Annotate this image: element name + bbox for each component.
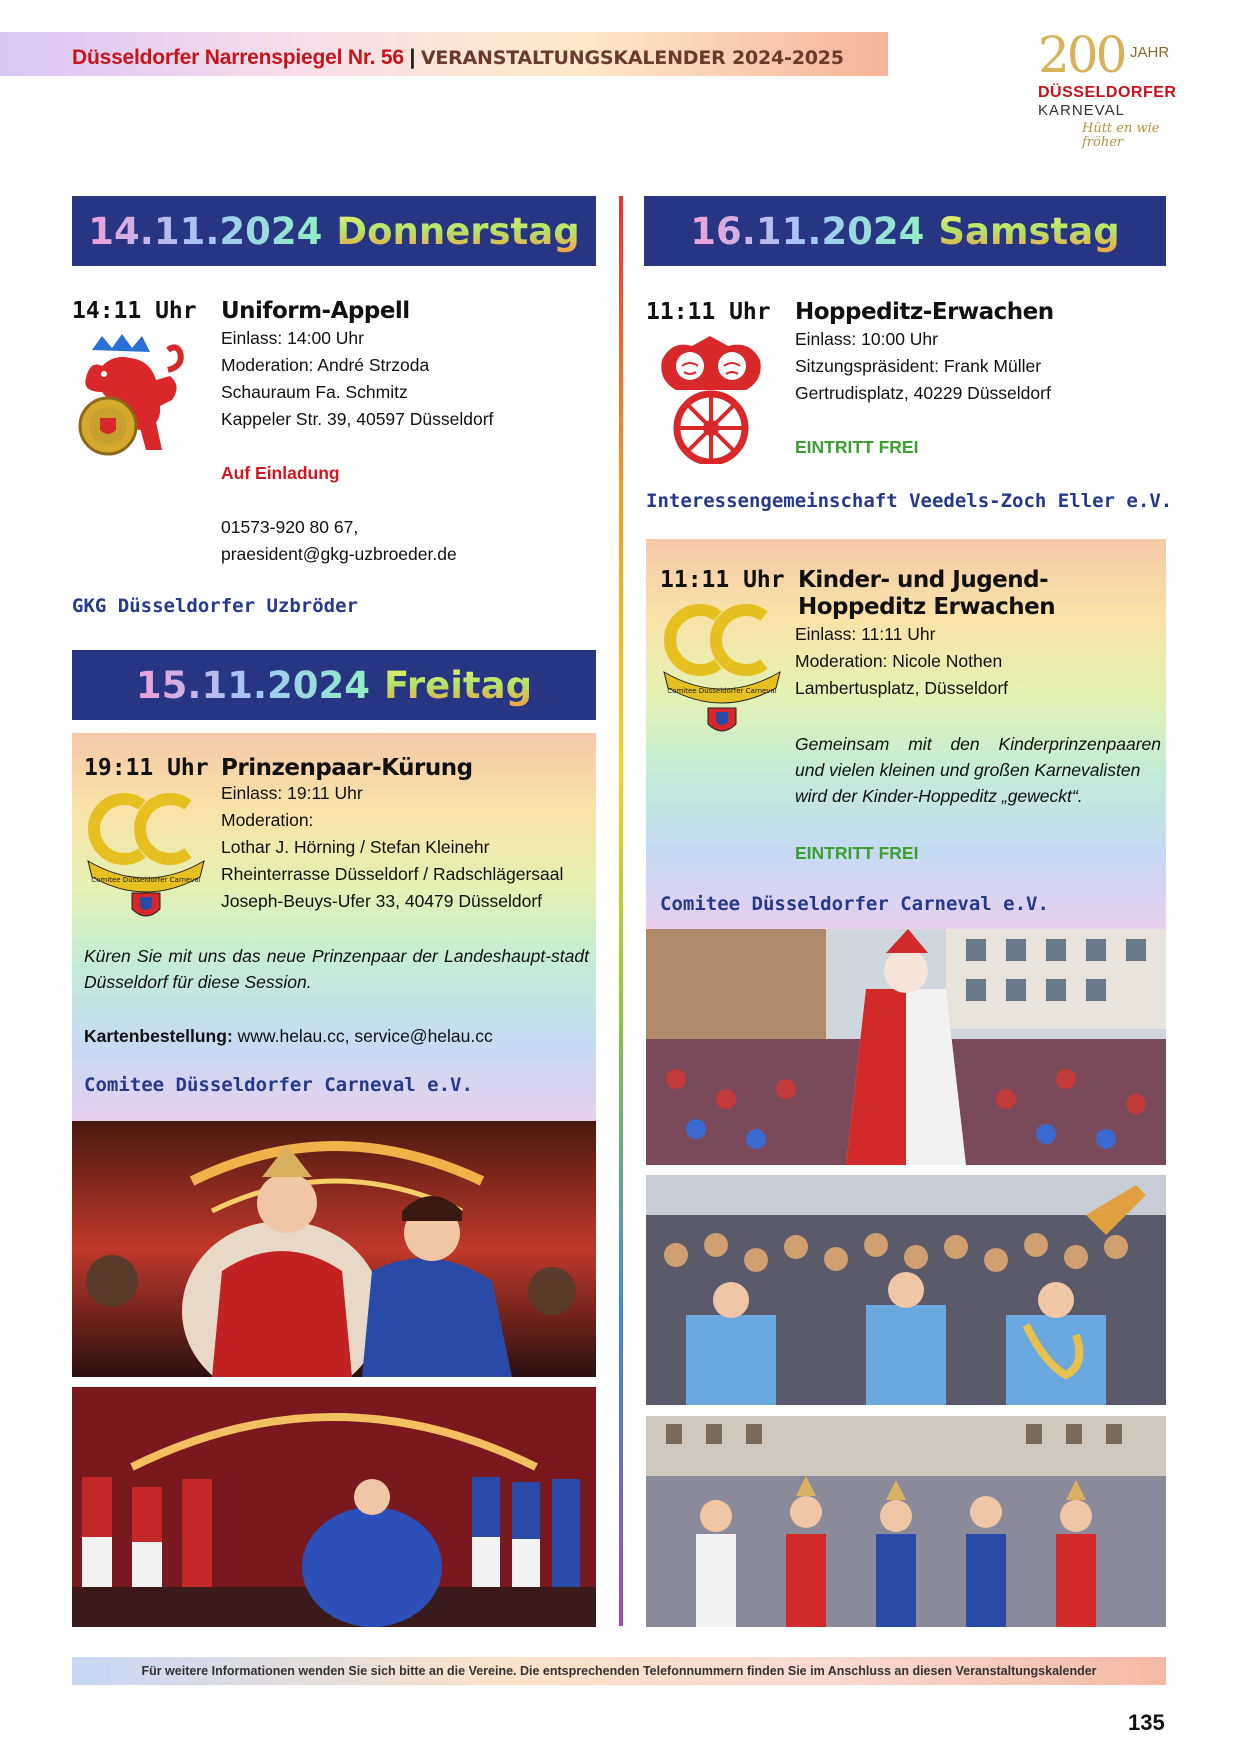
event-title-line1: Kinder- und Jugend- [798, 567, 1049, 593]
cc-logo-icon [660, 596, 784, 740]
anniversary-slogan: Hütt en wie fröher [1082, 121, 1160, 150]
event-title: Prinzenpaar-Kürung [221, 755, 473, 781]
detail-line: Moderation: [221, 810, 314, 830]
footer-note-bar [72, 1657, 1166, 1685]
date-text: 16.11.2024 [690, 209, 925, 253]
weekday-text: Samstag [938, 209, 1120, 253]
date-header-friday [72, 650, 596, 720]
ticket-info [84, 1026, 493, 1047]
event-description: Küren Sie mit uns das neue Prinzenpaar der Landeshaupt-stadt Düsseldorf für diese Session. [84, 946, 589, 992]
detail-line: Joseph-Beuys-Ufer 33, 40479 Düsseldorf [221, 891, 543, 911]
description-line: wird der Kinder-Hoppeditz „geweckt“. [795, 786, 1083, 806]
contact-email[interactable]: praesident@gkg-uzbroeder.de [221, 544, 457, 564]
detail-line: Einlass: 10:00 Uhr [795, 329, 938, 349]
event-time: 14:11 Uhr [72, 298, 197, 324]
header-separator: | [409, 46, 416, 69]
lion-crest-icon [72, 330, 190, 458]
detail-line: Moderation: Nicole Nothen [795, 651, 1003, 671]
anniversary-number: 200 [1038, 26, 1125, 84]
ticket-label: Kartenbestellung: [84, 1026, 233, 1046]
masks-wheel-icon [652, 330, 770, 464]
weekday-text: Donnerstag [336, 209, 580, 253]
cc-logo-text: Comitee Düsseldorfer Carneval [91, 876, 201, 884]
hoppeditz-crowd-photo [646, 929, 1166, 1165]
detail-line: Rheinterrasse Düsseldorf / Radschlägersaal [221, 864, 564, 884]
event-description [795, 731, 1161, 809]
anniversary-line1: DÜSSELDORFER [1038, 84, 1177, 101]
event-details [795, 326, 1051, 461]
detail-line: Einlass: 14:00 Uhr [221, 328, 364, 348]
detail-line: Sitzungspräsident: Frank Müller [795, 356, 1042, 376]
event-time: 11:11 Uhr [646, 299, 771, 325]
organizer-name: Comitee Düsseldorfer Carneval e.V. [660, 893, 1049, 915]
event-time: 19:11 Uhr [84, 755, 209, 781]
description-line: Gemeinsam mit den Kinderprinzenpaaren [795, 734, 1161, 754]
prince-couple-photo [72, 1121, 596, 1377]
detail-line: Gertrudisplatz, 40229 Düsseldorf [795, 383, 1051, 403]
cc-logo-icon [84, 785, 208, 925]
event-details [221, 325, 493, 568]
organizer-name: Comitee Düsseldorfer Carneval e.V. [84, 1074, 473, 1096]
anniversary-line2: KARNEVAL [1038, 102, 1125, 119]
detail-line: Einlass: 19:11 Uhr [221, 783, 363, 803]
ticket-value[interactable]: www.helau.cc, service@helau.cc [237, 1026, 493, 1046]
weekday-text: Freitag [384, 663, 533, 707]
invitation-note: Auf Einladung [221, 463, 340, 483]
contact-phone: 01573-920 80 67, [221, 517, 359, 537]
date-header-saturday [644, 196, 1166, 266]
detail-line: Einlass: 11:11 Uhr [795, 624, 936, 644]
event-title-line2: Hoppeditz Erwachen [798, 594, 1056, 620]
organizer-name: GKG Düsseldorfer Uzbröder [72, 595, 358, 617]
footer-note: Für weitere Informationen wenden Sie sich bitte an die Vereine. Die entsprechenden Telefonnummern finden Sie im Anschluss an diesen Veranstaltungskalender [141, 1664, 1097, 1678]
children-carnival-photo [646, 1416, 1166, 1627]
organizer-name: Interessengemeinschaft Veedels-Zoch Eller e.V. [646, 490, 1173, 512]
date-text: 14.11.2024 [88, 209, 323, 253]
date-text: 15.11.2024 [135, 663, 370, 707]
free-entry-note: EINTRITT FREI [795, 437, 919, 457]
header-title [72, 46, 844, 70]
detail-line: Lambertusplatz, Düsseldorf [795, 678, 1009, 698]
description-line: und vielen kleinen und großen Karnevalisten [795, 760, 1141, 780]
stage-ensemble-photo [72, 1387, 596, 1627]
detail-line: Schauraum Fa. Schmitz [221, 382, 408, 402]
cc-logo-text: Comitee Düsseldorfer Carneval [667, 687, 777, 695]
publication-name: Düsseldorfer Narrenspiegel Nr. 56 [72, 46, 404, 69]
page-number: 135 [1128, 1710, 1165, 1735]
anniversary-logo [1032, 26, 1182, 152]
detail-line: Lothar J. Hörning / Stefan Kleinehr [221, 837, 490, 857]
detail-line: Kappeler Str. 39, 40597 Düsseldorf [221, 409, 494, 429]
anniversary-jahr: JAHR [1130, 44, 1170, 61]
column-divider [619, 196, 623, 1626]
event-title: Hoppeditz-Erwachen [795, 299, 1054, 325]
band-crowd-photo [646, 1175, 1166, 1405]
event-details [221, 780, 563, 915]
free-entry-note: EINTRITT FREI [795, 843, 919, 863]
event-time: 11:11 Uhr [660, 567, 785, 593]
event-details [795, 621, 1008, 702]
calendar-section-title: VERANSTALTUNGSKALENDER 2024-2025 [420, 47, 844, 69]
date-header-thursday [72, 196, 596, 266]
event-title: Uniform-Appell [221, 298, 410, 324]
detail-line: Moderation: André Strzoda [221, 355, 430, 375]
